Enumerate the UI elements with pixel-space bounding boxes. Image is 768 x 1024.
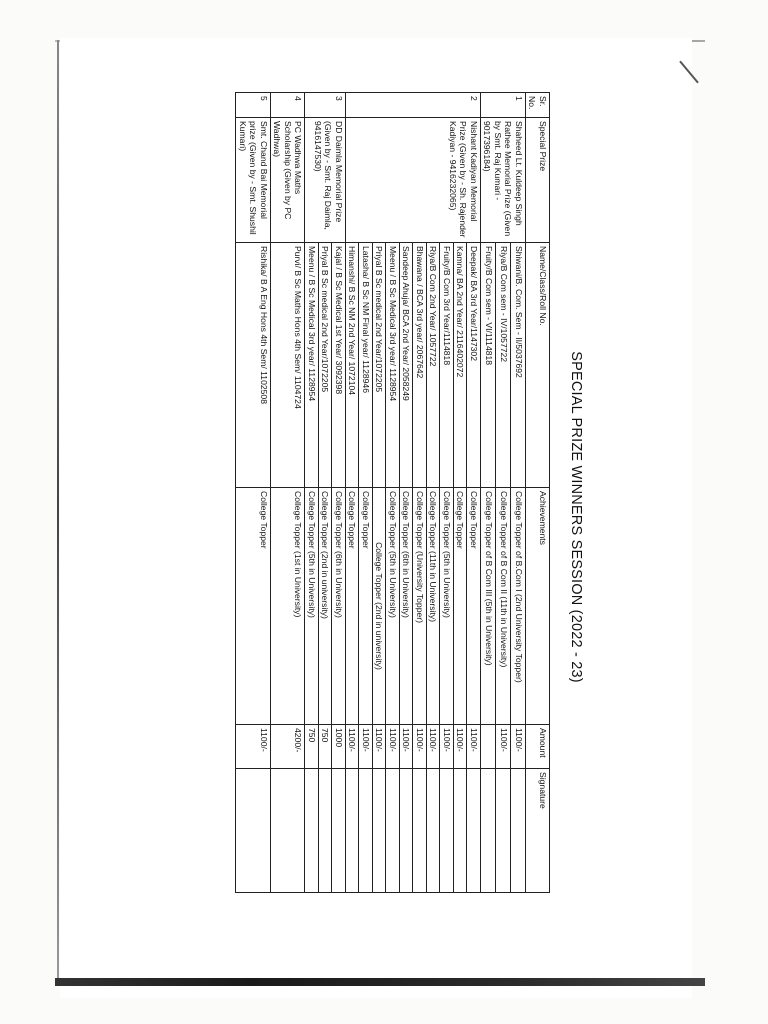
special-prize: PC Wadhwa Maths Scholarship (Given by PC Wadhwa) — [271, 118, 306, 243]
amount: 1100/- — [467, 725, 481, 769]
header-signature: Signature — [526, 769, 550, 893]
achievement: College Topper (6th in University) — [332, 488, 346, 725]
achievement: College Topper of B.Com I (2nd University Topper) — [511, 488, 526, 725]
signature-cell — [496, 769, 511, 893]
serial-number: 1 — [481, 93, 526, 118]
special-prize: DD Daimla Memorial Prize (Given by - Smt. Raj Daimla, 9416147530) — [305, 118, 346, 243]
winner-name: Purvi/ B Sc Maths Hons 4th Sem/ 1104724 — [271, 243, 306, 488]
achievement: College Topper — [454, 488, 468, 725]
achievement: College Topper (5th in University) — [386, 488, 400, 725]
special-prize: Nishant Kadiyan Memorial Prize (Given by - Sh. Rajender Kadiyan - 9416232065) — [346, 118, 481, 243]
winner-name: Rishika/ B A Eng Hons 4th Sem/ 1102508 — [236, 243, 271, 488]
winner-name: Latasha/ B Sc NM Final year/ 1128946 — [359, 243, 373, 488]
signature-cell — [236, 769, 271, 893]
amount: 1100/- — [236, 725, 271, 769]
winner-name: Priyal B Sc medical 2nd Year/1072205 — [319, 243, 333, 488]
winner-name: Priyal B Sc medical 2nd Year/1072205 — [373, 243, 387, 488]
header-prize: Special Prize — [526, 118, 550, 243]
table-row — [511, 93, 526, 893]
serial-number: 2 — [346, 93, 481, 118]
winner-name: Himanshi/ B Sc NM 2nd Year/ 1072104 — [346, 243, 360, 488]
achievement: College Topper — [467, 488, 481, 725]
signature-cell — [386, 769, 400, 893]
winner-name: Meenu / B Sc Medical 3rd year/ 1128954 — [305, 243, 319, 488]
scan-edge-left — [57, 40, 59, 980]
signature-cell — [373, 769, 387, 893]
amount: 1100/- — [427, 725, 441, 769]
winner-name: Bhawana / BCA 3rd year/ 2067642 — [413, 243, 427, 488]
signature-cell — [481, 769, 496, 893]
header-name: Name/Class/Roll No. — [526, 243, 550, 488]
amount: 4200/- — [271, 725, 306, 769]
rotated-page — [110, 92, 596, 942]
signature-cell — [359, 769, 373, 893]
header-achievements: Achievements — [526, 488, 550, 725]
achievement: College Topper (5th in University) — [440, 488, 454, 725]
signature-cell — [346, 769, 360, 893]
signature-cell — [511, 769, 526, 893]
amount: 1100/- — [346, 725, 360, 769]
table-row — [271, 93, 306, 893]
winner-name: Kamna/ BA 2nd Year/ 2116402072 — [454, 243, 468, 488]
prize-table — [236, 92, 551, 893]
signature-cell — [400, 769, 414, 893]
signature-cell — [454, 769, 468, 893]
signature-cell — [467, 769, 481, 893]
winner-name: Sandeep Ahuja/ BCA 2nd Year/ 2058249 — [400, 243, 414, 488]
serial-number: 4 — [271, 93, 306, 118]
table-row — [467, 93, 481, 893]
signature-cell — [440, 769, 454, 893]
achievement: College Topper (11th in University) — [427, 488, 441, 725]
amount: 1100/- — [359, 725, 373, 769]
achievement: College Topper (1st in University) — [271, 488, 306, 725]
amount: 1100/- — [413, 725, 427, 769]
achievement: College Topper of B Com II (11th in University) — [496, 488, 511, 725]
signature-cell — [319, 769, 333, 893]
achievement: College Topper (University Topper) — [413, 488, 427, 725]
serial-number: 3 — [305, 93, 346, 118]
special-prize: Smt. Chand Bai Memorial prize (Given by - Smt. Shushil Kumari) — [236, 118, 271, 243]
table-row — [332, 93, 346, 893]
amount: 1100/- — [386, 725, 400, 769]
signature-cell — [271, 769, 306, 893]
header-amount: Amount — [526, 725, 550, 769]
amount: 1100/- — [440, 725, 454, 769]
winner-name: Fruity/B Com 3rd Year/1114818 — [440, 243, 454, 488]
signature-cell — [413, 769, 427, 893]
winner-name: Meenu / B Sc Medical 3rd year/ 1128954 — [386, 243, 400, 488]
achievement: College Topper (6th in University) — [400, 488, 414, 725]
winner-name: Deepak/ BA 3rd Year/1147302 — [467, 243, 481, 488]
signature-cell — [427, 769, 441, 893]
winner-name: Riya/B Com sem - IV/1057722 — [496, 243, 511, 488]
achievement: College Topper — [346, 488, 360, 725]
page-title: SPECIAL PRIZE WINNERS SESSION (2022 - 23) — [568, 351, 584, 683]
achievement: College Topper — [359, 488, 373, 725]
winner-name: Shiwani/B. Com. Sem - II/5037692 — [511, 243, 526, 488]
table-body — [236, 93, 526, 893]
amount: 750 — [305, 725, 319, 769]
winner-name: Riya/B Com 2nd Year/ 1057722 — [427, 243, 441, 488]
amount: 1000 — [332, 725, 346, 769]
amount — [481, 725, 496, 769]
table-header-row — [526, 93, 550, 893]
achievement: College Topper (2nd in university) — [373, 488, 387, 725]
scan-edge-bottom — [55, 978, 705, 986]
amount: 1100/- — [373, 725, 387, 769]
amount: 1100/- — [496, 725, 511, 769]
amount: 1100/- — [511, 725, 526, 769]
signature-cell — [332, 769, 346, 893]
table-row — [236, 93, 271, 893]
achievement: College Topper of B Com III (5th in University) — [481, 488, 496, 725]
amount: 1100/- — [454, 725, 468, 769]
achievement: College Topper — [236, 488, 271, 725]
amount: 1100/- — [400, 725, 414, 769]
serial-number: 5 — [236, 93, 271, 118]
achievement: College Topper (2nd in university) — [319, 488, 333, 725]
achievement: College Topper (5th in University) — [305, 488, 319, 725]
special-prize: Shaheed Lt. Kuldeep Singh Rathee Memorial Prize (Given by Smt. Raj Kumari - 9017396184) — [481, 118, 526, 243]
winner-name: Kajal / B Sc Medical 1st Year/ 3092398 — [332, 243, 346, 488]
header-sno: Sr. No. — [526, 93, 550, 118]
winner-name: Fruity/B Com sem - VI/1114818 — [481, 243, 496, 488]
amount: 750 — [319, 725, 333, 769]
signature-cell — [305, 769, 319, 893]
